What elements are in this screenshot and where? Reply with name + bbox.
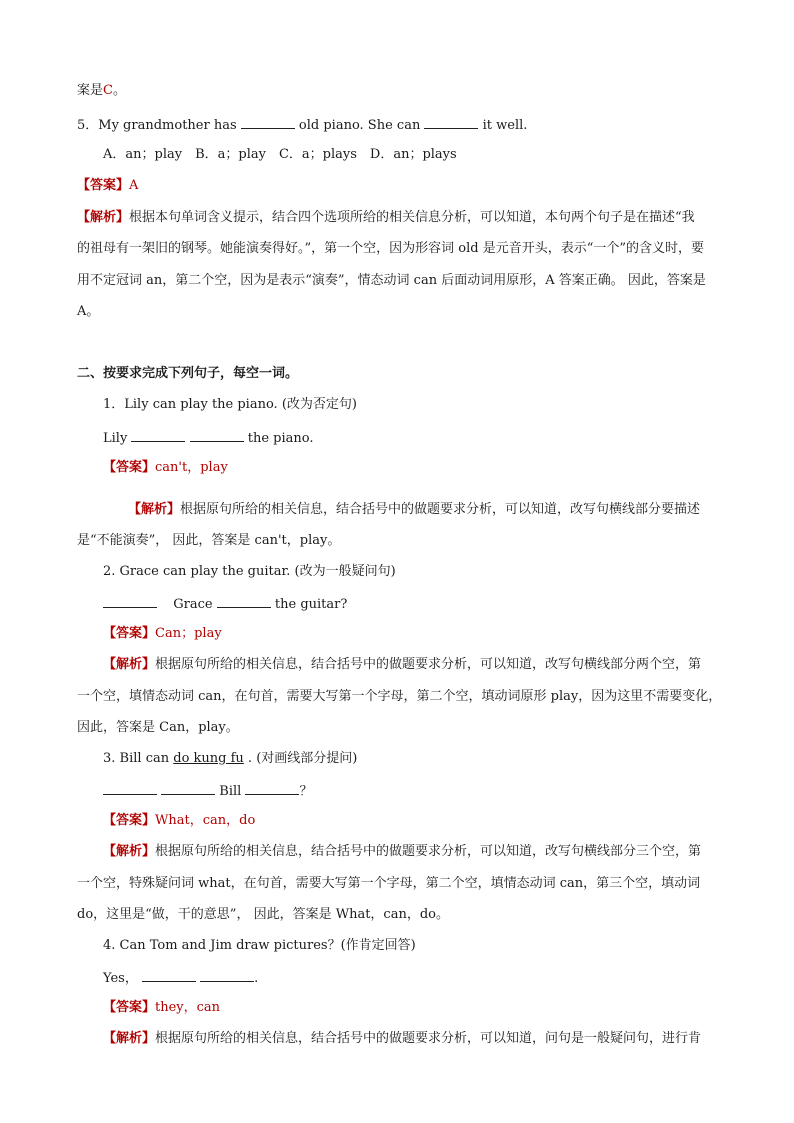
q5-analysis-line: 用不定冠词 an，第二个空，因为是表示“演奏”，情态动词 can 后面动词用原形，A 答案正确。 因此，答案是 (77, 273, 706, 288)
answer-blank (241, 115, 295, 129)
answer-blank (200, 968, 254, 982)
s3-answer (103, 812, 255, 830)
underlined-phrase: do kung fu (173, 751, 244, 766)
s2-stem: 2. Grace can play the guitar. (改为一般疑问句) (103, 564, 396, 579)
s3-analysis-line: do，这里是“做，干的意思”， 因此，答案是 What，can，do。 (77, 907, 449, 922)
s1-analysis-line: 【解析】根据原句所给的相关信息，结合括号中的做题要求分析，可以知道，改写句横线部分要描述 (128, 502, 701, 517)
answer-blank (424, 115, 478, 129)
answer-value: can't，play (155, 460, 228, 475)
previous-answer-tail (77, 82, 126, 100)
answer-blank (161, 781, 215, 795)
q5-analysis-line: A。 (77, 304, 100, 319)
answer-value: Can；play (155, 626, 222, 641)
tail-punct: 。 (112, 83, 126, 98)
answer-label: 【答案】 (103, 626, 156, 641)
analysis-label: 【解析】 (103, 657, 156, 672)
s2-analysis-line: 一个空，填情态动词 can，在句首，需要大写第一个字母，第二个空，填动词原形 play，因为这里不需要变化， (77, 689, 722, 704)
answer-label: 【答案】 (103, 1000, 156, 1015)
answer-label: 【答案】 (103, 460, 156, 475)
s2-analysis-line: 【解析】根据原句所给的相关信息，结合括号中的做题要求分析，可以知道，改写句横线部分两个空，第 (103, 657, 702, 672)
tail-text: 案是 (77, 83, 104, 98)
s1-analysis-line: 是“不能演奏”， 因此，答案是 can't，play。 (77, 533, 341, 548)
s3-stem: 3. Bill can do kung fu . (对画线部分提问) (103, 751, 358, 766)
analysis-label: 【解析】 (103, 1031, 156, 1046)
s4-analysis-line: 【解析】根据原句所给的相关信息，结合括号中的做题要求分析，可以知道，问句是一般疑问句，进行肯 (103, 1031, 702, 1046)
section-title: 二、按要求完成下列句子，每空一词。 (77, 366, 299, 381)
answer-blank (245, 781, 299, 795)
analysis-label: 【解析】 (128, 502, 181, 517)
q5-analysis-line: 的祖母有一架旧的钢琴。她能演奏得好。”，第一个空，因为形容词 old 是元音开头，表示“一个”的含义时，要 (77, 241, 705, 256)
q5-stem: 5．My grandmother has old piano. She can it well. (77, 115, 527, 135)
s2-fill: Grace the guitar? (103, 594, 347, 614)
analysis-label: 【解析】 (103, 844, 156, 859)
s4-fill: Yes， . (103, 968, 258, 988)
answer-value: they，can (155, 1000, 221, 1015)
s1-answer (103, 459, 228, 477)
q5-analysis-line: 【解析】根据本句单词含义提示，结合四个选项所给的相关信息分析，可以知道，本句两个句子是在描述“我 (77, 210, 695, 225)
answer-blank (103, 781, 157, 795)
s1-fill: Lily the piano. (103, 428, 313, 448)
s1-stem: 1．Lily can play the piano. (改为否定句) (103, 397, 357, 412)
q5-options: A．an；play B．a；play C．a；plays D．an；plays (103, 147, 457, 162)
answer-value: A (129, 178, 139, 193)
answer-blank (190, 428, 244, 442)
analysis-label: 【解析】 (77, 210, 130, 225)
answer-label: 【答案】 (103, 813, 156, 828)
q5-answer (77, 177, 138, 195)
s3-analysis-line: 【解析】根据原句所给的相关信息，结合括号中的做题要求分析，可以知道，改写句横线部分三个空，第 (103, 844, 702, 859)
s3-fill: Bill ？ (103, 781, 312, 801)
answer-blank (217, 594, 271, 608)
tail-letter: C (103, 83, 113, 98)
answer-blank (131, 428, 185, 442)
s4-answer (103, 999, 220, 1017)
answer-blank (142, 968, 196, 982)
answer-blank (103, 594, 157, 608)
answer-value: What，can，do (155, 813, 256, 828)
s3-analysis-line: 一个空，特殊疑问词 what，在句首，需要大写第一个字母，第二个空，填情态动词 can，第三个空，填动词 (77, 876, 701, 891)
s2-answer (103, 625, 222, 643)
answer-label: 【答案】 (77, 178, 130, 193)
s2-analysis-line: 因此，答案是 Can，play。 (77, 720, 239, 735)
s4-stem: 4. Can Tom and Jim draw pictures？(作肯定回答) (103, 938, 416, 953)
